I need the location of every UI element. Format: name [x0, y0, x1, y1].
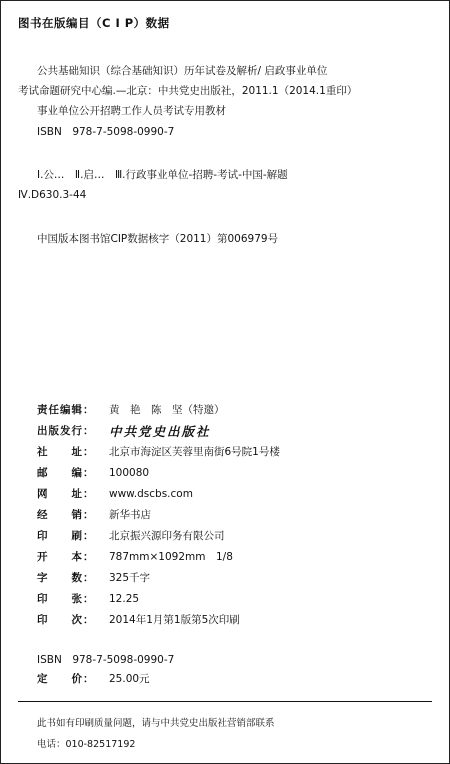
publisher-logo: 中共党史出版社	[109, 423, 211, 439]
info-label: 社 址：	[37, 446, 95, 458]
cip-series-line: 事业单位公开招聘工作人员考试专用教材	[37, 105, 226, 117]
info-value: www.dscbs.com	[109, 487, 193, 500]
publication-info-table	[37, 399, 280, 630]
info-value	[105, 420, 280, 441]
info-value: 北京振兴源印务有限公司	[109, 530, 225, 542]
info-row-publisher	[37, 420, 280, 441]
info-label: 开 本：	[37, 551, 95, 563]
info-row-website	[37, 483, 280, 504]
info-label: 印 次：	[37, 614, 95, 626]
isbn-number: ISBN 978-7-5098-0990-7	[37, 654, 175, 666]
info-value: 12.25	[109, 592, 140, 605]
info-value: 2014年1月第1版第5次印刷	[109, 614, 240, 626]
info-row-impression	[37, 609, 280, 630]
footer-divider	[18, 701, 432, 702]
cip-isbn-line: ISBN 978-7-5098-0990-7	[37, 126, 175, 138]
info-value: 新华书店	[109, 509, 151, 521]
info-label: 邮 编：	[37, 467, 95, 479]
info-row-postcode	[37, 462, 280, 483]
cip-record-number: 中国版本图书馆CIP数据核字（2011）第006979号	[37, 233, 279, 245]
info-value: 黄 艳 陈 坚（特邀）	[109, 404, 225, 416]
cip-publisher-line: 考试命题研究中心编.—北京：中共党史出版社，2011.1（2014.1重印）	[18, 85, 358, 97]
quality-notice: 此书如有印刷质量问题，请与中共党史出版社营销部联系	[37, 718, 275, 729]
cip-heading: 图书在版编目（C I P）数据	[18, 16, 170, 30]
info-value: 325千字	[109, 572, 151, 584]
contact-phone: 电话：010-82517192	[37, 739, 136, 750]
info-row-editor	[37, 399, 280, 420]
info-value: 100080	[109, 466, 150, 479]
cip-subject-line: Ⅰ.公… Ⅱ.启… Ⅲ.行政事业单位-招聘-考试-中国-解题	[37, 169, 288, 181]
price-value: 25.00元	[109, 673, 150, 685]
cip-title-line: 公共基础知识（综合基础知识）历年试卷及解析/ 启政事业单位	[37, 65, 328, 77]
info-label: 印 刷：	[37, 530, 95, 542]
info-label: 经 销：	[37, 509, 95, 521]
info-row-word-count	[37, 567, 280, 588]
info-row-format	[37, 546, 280, 567]
info-label: 出版发行：	[37, 425, 95, 437]
price-row	[37, 671, 150, 686]
info-label: 网 址：	[37, 488, 95, 500]
info-label: 责任编辑：	[37, 404, 95, 416]
info-label: 字 数：	[37, 572, 95, 584]
info-row-address	[37, 441, 280, 462]
info-row-printer	[37, 525, 280, 546]
info-row-sheets	[37, 588, 280, 609]
cip-classification-line: Ⅳ.D630.3-44	[18, 189, 87, 201]
price-label: 定 价：	[37, 673, 95, 685]
info-value: 北京市海淀区芙蓉里南街6号院1号楼	[109, 446, 280, 458]
info-value: 787mm×1092mm 1/8	[109, 551, 233, 563]
info-row-distributor	[37, 504, 280, 525]
info-label: 印 张：	[37, 593, 95, 605]
